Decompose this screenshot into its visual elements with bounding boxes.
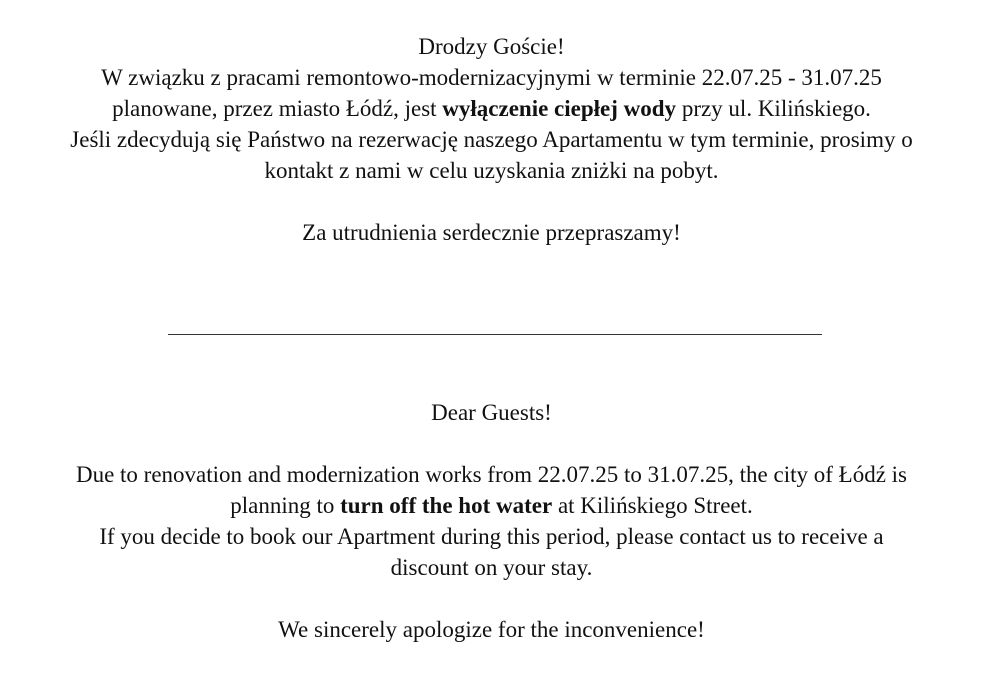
english-line-3: If you decide to book our Apartment during this period, please contact us to receive a — [99, 524, 884, 549]
polish-hot-water-bold: wyłączenie ciepłej wody — [442, 96, 677, 121]
spacer — [0, 428, 983, 459]
spacer — [0, 583, 983, 614]
polish-greeting: Drodzy Goście! — [418, 34, 565, 59]
polish-line-2-start: planowane, przez miasto Łódź, jest — [112, 96, 443, 121]
english-line-2 — [0, 490, 983, 521]
polish-line-3: Jeśli zdecydują się Państwo na rezerwację naszego Apartamentu w tym terminie, prosimy o — [70, 127, 913, 152]
english-line-2-end: at Kilińskiego Street. — [552, 493, 753, 518]
polish-apology: Za utrudnienia serdecznie przepraszamy! — [302, 220, 681, 245]
section-divider — [168, 334, 822, 335]
polish-line-4: kontakt z nami w celu uzyskania zniżki na pobyt. — [264, 158, 719, 183]
english-greeting: Dear Guests! — [431, 400, 552, 425]
english-apology: We sincerely apologize for the inconvenience! — [278, 617, 705, 642]
polish-line-1: W związku z pracami remontowo-modernizacyjnymi w terminie 22.07.25 - 31.07.25 — [101, 65, 882, 90]
polish-line-2-end: przy ul. Kilińskiego. — [676, 96, 871, 121]
polish-notice — [0, 31, 983, 248]
spacer — [0, 186, 983, 217]
english-line-2-start: planning to — [230, 493, 341, 518]
english-hot-water-bold: turn off the hot water — [340, 493, 553, 518]
english-line-1: Due to renovation and modernization works from 22.07.25 to 31.07.25, the city of Łódź is — [75, 462, 908, 487]
polish-line-2 — [0, 93, 983, 124]
english-notice — [0, 397, 983, 645]
english-line-4: discount on your stay. — [390, 555, 593, 580]
